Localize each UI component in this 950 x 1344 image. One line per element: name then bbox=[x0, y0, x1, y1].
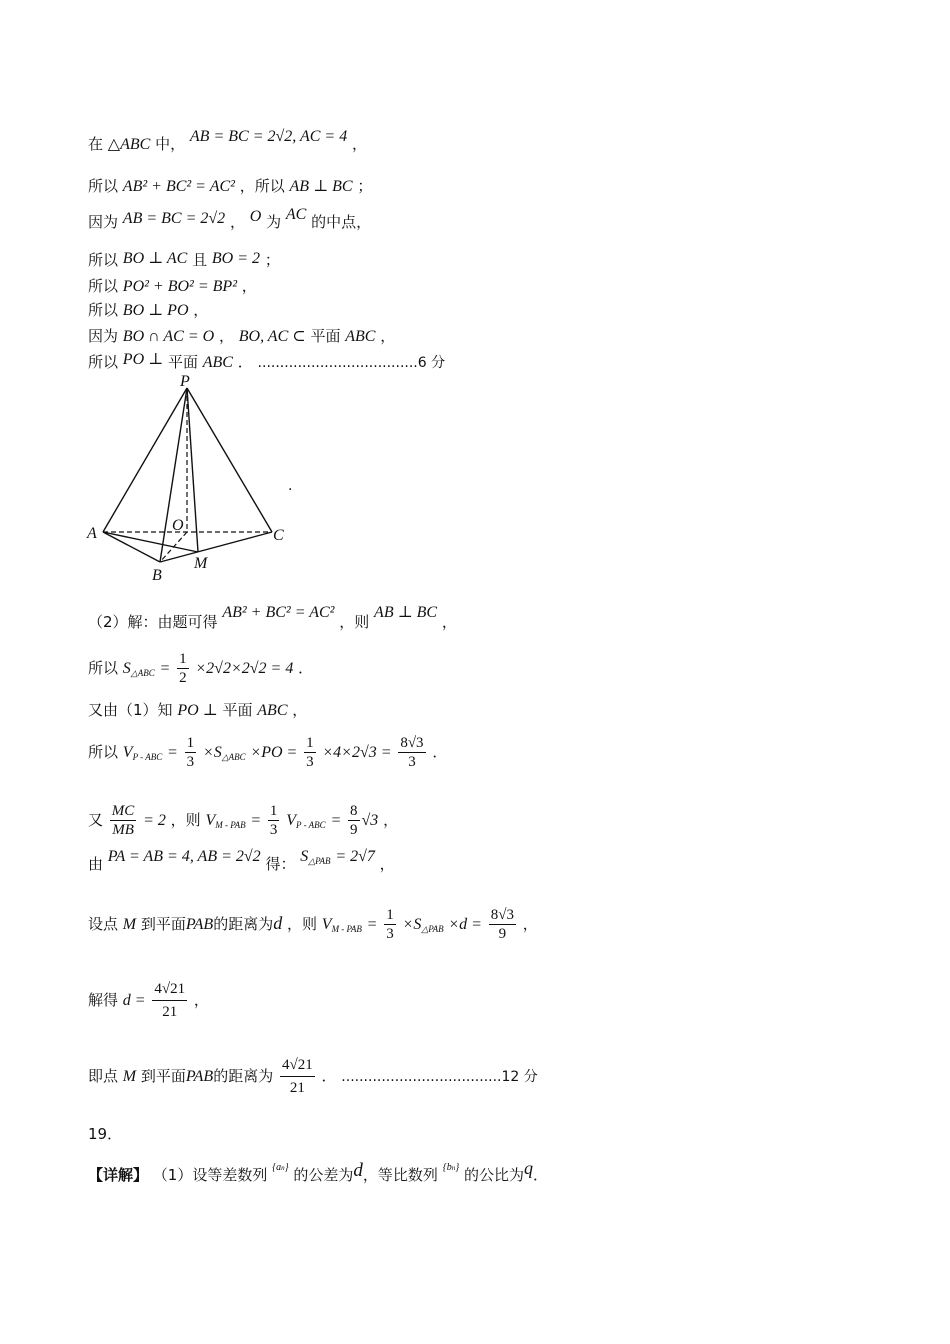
math-expression: ×d = bbox=[448, 916, 482, 933]
text: ， bbox=[218, 327, 234, 345]
fraction-numerator: 8 bbox=[350, 803, 358, 819]
text: ， bbox=[522, 915, 538, 933]
fraction-numerator: 8√3 bbox=[490, 907, 514, 923]
line-o-midpoint bbox=[88, 206, 372, 233]
math-plane-name: PAB bbox=[185, 916, 214, 933]
seq-symbol: a bbox=[276, 1162, 282, 1173]
text: 平面 bbox=[222, 701, 253, 719]
text: 所以 bbox=[88, 301, 119, 319]
math-equals: = bbox=[250, 812, 262, 829]
line-triangle-given bbox=[88, 128, 368, 155]
line-solve-d bbox=[88, 978, 209, 1023]
math-segment: AC bbox=[285, 206, 307, 223]
fraction-numerator: 1 bbox=[306, 735, 314, 751]
math-equation: BO = 2 bbox=[211, 250, 261, 267]
text: 为 bbox=[266, 213, 282, 231]
math-subscript: △PAB bbox=[308, 856, 331, 866]
fraction-denominator: 3 bbox=[386, 926, 394, 942]
label-o: O bbox=[172, 517, 184, 534]
math-variable-d: d bbox=[353, 1160, 363, 1181]
math-relation: BO ⊥ PO bbox=[122, 302, 189, 319]
edge-ab bbox=[103, 532, 160, 562]
math-triangle: △ABC bbox=[107, 136, 151, 153]
text: ， bbox=[193, 991, 209, 1009]
label-m: M bbox=[194, 555, 208, 572]
line-area-abc bbox=[88, 650, 313, 687]
fraction-numerator: 4√21 bbox=[280, 1054, 315, 1077]
line-part2-start bbox=[88, 604, 457, 633]
text: 的中点， bbox=[311, 213, 372, 231]
math-subset: BO, AC ⊂ bbox=[238, 328, 306, 345]
text: 由 bbox=[88, 855, 104, 873]
text: ． bbox=[298, 659, 314, 677]
fraction-denominator: 3 bbox=[269, 822, 278, 838]
fraction-denominator: 3 bbox=[408, 754, 416, 770]
fraction-denominator: 21 bbox=[162, 1004, 178, 1020]
fraction-numerator: 1 bbox=[186, 735, 195, 751]
line-distance-result bbox=[88, 1054, 538, 1099]
math-plane-name: ABC bbox=[345, 328, 376, 345]
fraction-numerator: 1 bbox=[386, 907, 394, 923]
text: 所以 bbox=[88, 353, 119, 371]
text: ， bbox=[441, 613, 457, 631]
math-expression: ×2√2×2√2 = 4 bbox=[195, 660, 294, 677]
line-po-perp-plane-2 bbox=[88, 700, 307, 721]
text: ， bbox=[229, 213, 245, 231]
text: ． bbox=[533, 1166, 549, 1184]
math-expression: ×4×2√3 = bbox=[322, 744, 392, 761]
fraction-denominator: 2 bbox=[179, 670, 187, 686]
text: 所以 bbox=[88, 177, 119, 195]
text: （1）设等差数列 bbox=[152, 1166, 268, 1184]
text: 设点 bbox=[88, 915, 119, 933]
seq-subscript: n bbox=[451, 1164, 456, 1172]
text: ， bbox=[292, 701, 308, 719]
line-bo-perp-po bbox=[88, 300, 208, 321]
math-plane-name: ABC bbox=[257, 702, 288, 719]
text: 因为 bbox=[88, 327, 119, 345]
math-expression: ×S bbox=[402, 916, 422, 933]
math-point-m: M bbox=[122, 916, 137, 933]
text: ， bbox=[241, 277, 257, 295]
text: 的距离为 bbox=[213, 915, 274, 933]
label-p: P bbox=[180, 373, 190, 390]
fraction bbox=[384, 906, 396, 943]
math-subscript: P - ABC bbox=[132, 752, 163, 762]
text: 中， bbox=[155, 135, 186, 153]
fraction bbox=[304, 734, 316, 771]
text: 平面 bbox=[310, 327, 341, 345]
text: 的公比为 bbox=[464, 1166, 525, 1184]
math-symbol: S bbox=[122, 660, 131, 677]
edge-pm bbox=[187, 388, 198, 552]
math-expression: √3 bbox=[361, 812, 379, 829]
math-relation: PO ⊥ bbox=[122, 351, 164, 368]
text: 所以 bbox=[88, 743, 119, 761]
fraction-denominator: 21 bbox=[289, 1080, 305, 1096]
label-b: B bbox=[152, 567, 162, 584]
math-subscript: M - PAB bbox=[215, 820, 246, 830]
math-symbol: S bbox=[300, 848, 309, 865]
text: 又 bbox=[88, 811, 104, 829]
pyramid-figure bbox=[80, 372, 320, 587]
fraction bbox=[152, 978, 187, 1023]
math-relation: PO ⊥ bbox=[177, 702, 218, 719]
seq-subscript: n bbox=[281, 1164, 285, 1172]
fraction-numerator: 1 bbox=[179, 651, 187, 667]
math-given-lengths: AB = BC = 2√2, AC = 4 bbox=[189, 128, 348, 145]
fraction-numerator: MC bbox=[111, 803, 135, 819]
text: ，所以 bbox=[239, 177, 285, 195]
text: 的公差为 bbox=[293, 1166, 354, 1184]
line-area-pab bbox=[88, 848, 395, 879]
text: 的距离为 bbox=[213, 1067, 274, 1085]
text: 19． bbox=[88, 1125, 123, 1143]
math-plane-name: PAB bbox=[185, 1068, 214, 1085]
math-subscript: M - PAB bbox=[331, 924, 362, 934]
fraction-numerator: 1 bbox=[269, 803, 278, 819]
text: 到平面 bbox=[140, 1067, 186, 1085]
score-marker: ....................................6 分 bbox=[257, 355, 446, 371]
text: 所以 bbox=[88, 251, 119, 269]
fraction bbox=[489, 906, 516, 943]
math-symbol: V bbox=[122, 744, 133, 761]
math-point-o: O bbox=[249, 208, 262, 225]
fraction bbox=[177, 650, 189, 687]
text: ， bbox=[379, 855, 395, 873]
fraction bbox=[398, 734, 425, 771]
math-equals: = bbox=[159, 660, 171, 677]
line-pythagoras-abc bbox=[88, 176, 372, 197]
text: （2）解：由题可得 bbox=[88, 613, 218, 631]
text: ， bbox=[193, 301, 209, 319]
math-subscript: △PAB bbox=[421, 924, 444, 934]
text: ，则 bbox=[170, 811, 201, 829]
math-equation: PO² + BO² = BP² bbox=[122, 278, 237, 295]
text: 所以 bbox=[88, 659, 119, 677]
fraction bbox=[110, 802, 137, 839]
line-intersection bbox=[88, 326, 395, 347]
fraction-denominator: 3 bbox=[306, 754, 314, 770]
text: 且 bbox=[192, 251, 208, 269]
text: 即点 bbox=[88, 1067, 119, 1085]
math-equals: = bbox=[366, 916, 378, 933]
math-subscript: △ABC bbox=[130, 668, 155, 678]
sequence-an: {an} bbox=[272, 1162, 289, 1173]
fraction-numerator: 4√21 bbox=[152, 978, 187, 1001]
math-relation: BO ∩ AC = O bbox=[122, 328, 215, 345]
fraction-numerator: 8√3 bbox=[400, 735, 424, 751]
math-symbol: V bbox=[205, 812, 216, 829]
math-expression: d = bbox=[122, 992, 146, 1009]
fraction bbox=[185, 734, 197, 771]
text: ， bbox=[380, 327, 396, 345]
text: ，则 bbox=[339, 613, 370, 631]
fraction-denominator: 9 bbox=[350, 822, 358, 838]
text: ， bbox=[383, 811, 399, 829]
math-subscript: △ABC bbox=[221, 752, 246, 762]
text: 又由（1）知 bbox=[88, 701, 173, 719]
text: 在 bbox=[88, 135, 104, 153]
math-expression: = 2√7 bbox=[335, 848, 375, 865]
fraction bbox=[268, 802, 280, 839]
math-equation: PA = AB = 4, AB = 2√2 bbox=[107, 848, 261, 865]
text: ． bbox=[321, 1067, 337, 1085]
math-symbol: V bbox=[321, 916, 332, 933]
math-expression: = 2 bbox=[143, 812, 166, 829]
text: ； bbox=[264, 251, 280, 269]
text: ，等比数列 bbox=[362, 1166, 438, 1184]
math-point-m: M bbox=[122, 1068, 137, 1085]
edge-pc bbox=[187, 388, 272, 532]
math-relation: AB ⊥ BC bbox=[289, 178, 353, 195]
sequence-bn: {bn} bbox=[442, 1162, 460, 1173]
fraction bbox=[348, 802, 360, 839]
edge-pb bbox=[160, 388, 187, 562]
line-q19-detail bbox=[88, 1158, 548, 1185]
question-number-19 bbox=[88, 1124, 122, 1144]
math-relation: BO ⊥ AC bbox=[122, 250, 188, 267]
line-distance-setup bbox=[88, 906, 538, 943]
score-marker: ....................................12 分 bbox=[341, 1069, 538, 1085]
math-equals: = bbox=[330, 812, 342, 829]
line-pythagoras-pbo bbox=[88, 276, 257, 297]
text: 因为 bbox=[88, 213, 119, 231]
math-subscript: P - ABC bbox=[295, 820, 326, 830]
text: 所以 bbox=[88, 277, 119, 295]
line-po-perp-plane bbox=[88, 352, 445, 373]
text: 到平面 bbox=[140, 915, 186, 933]
math-variable-d: d bbox=[273, 913, 283, 933]
math-equation: AB = BC = 2√2 bbox=[122, 210, 226, 227]
text: ， bbox=[352, 135, 368, 153]
detail-tag: 【详解】 bbox=[88, 1166, 149, 1184]
math-equation: AB² + BC² = AC² bbox=[222, 604, 335, 621]
text: ． bbox=[432, 743, 448, 761]
label-a: A bbox=[87, 525, 97, 542]
fraction-denominator: 3 bbox=[186, 754, 195, 770]
text: ． bbox=[237, 353, 253, 371]
math-plane-name: ABC bbox=[202, 354, 233, 371]
seq-symbol: b bbox=[446, 1162, 452, 1173]
text: 解得 bbox=[88, 991, 119, 1009]
fraction-denominator: 9 bbox=[498, 926, 507, 942]
line-bo-perp-ac bbox=[88, 250, 280, 271]
fraction-denominator: MB bbox=[112, 822, 134, 838]
label-c: C bbox=[273, 527, 284, 544]
math-symbol: V bbox=[286, 812, 296, 829]
line-volume-pabc: 所以 $V_{P - ABC}$ = $\frac{1}{3}$ $\times S_{\triangle ABC} \times PO$ = $\frac{1}{3}$ ×4×2√3 = $\frac{8√3}{3}$ ． bbox=[88, 735, 448, 770]
edge-pa bbox=[103, 388, 187, 532]
math-expression: ×S bbox=[202, 744, 222, 761]
text: 得： bbox=[265, 855, 296, 873]
text: ； bbox=[357, 177, 373, 195]
fraction bbox=[280, 1054, 315, 1099]
text: ，则 bbox=[286, 915, 317, 933]
math-variable-q: q bbox=[524, 1158, 534, 1178]
text: 平面 bbox=[167, 353, 198, 371]
math-equation: AB² + BC² = AC² bbox=[122, 178, 235, 195]
trailing-dot: . bbox=[288, 478, 293, 494]
math-relation: AB ⊥ BC bbox=[374, 604, 438, 621]
line-ratio-volume bbox=[88, 802, 398, 839]
math-expression: ×PO = bbox=[250, 744, 298, 761]
